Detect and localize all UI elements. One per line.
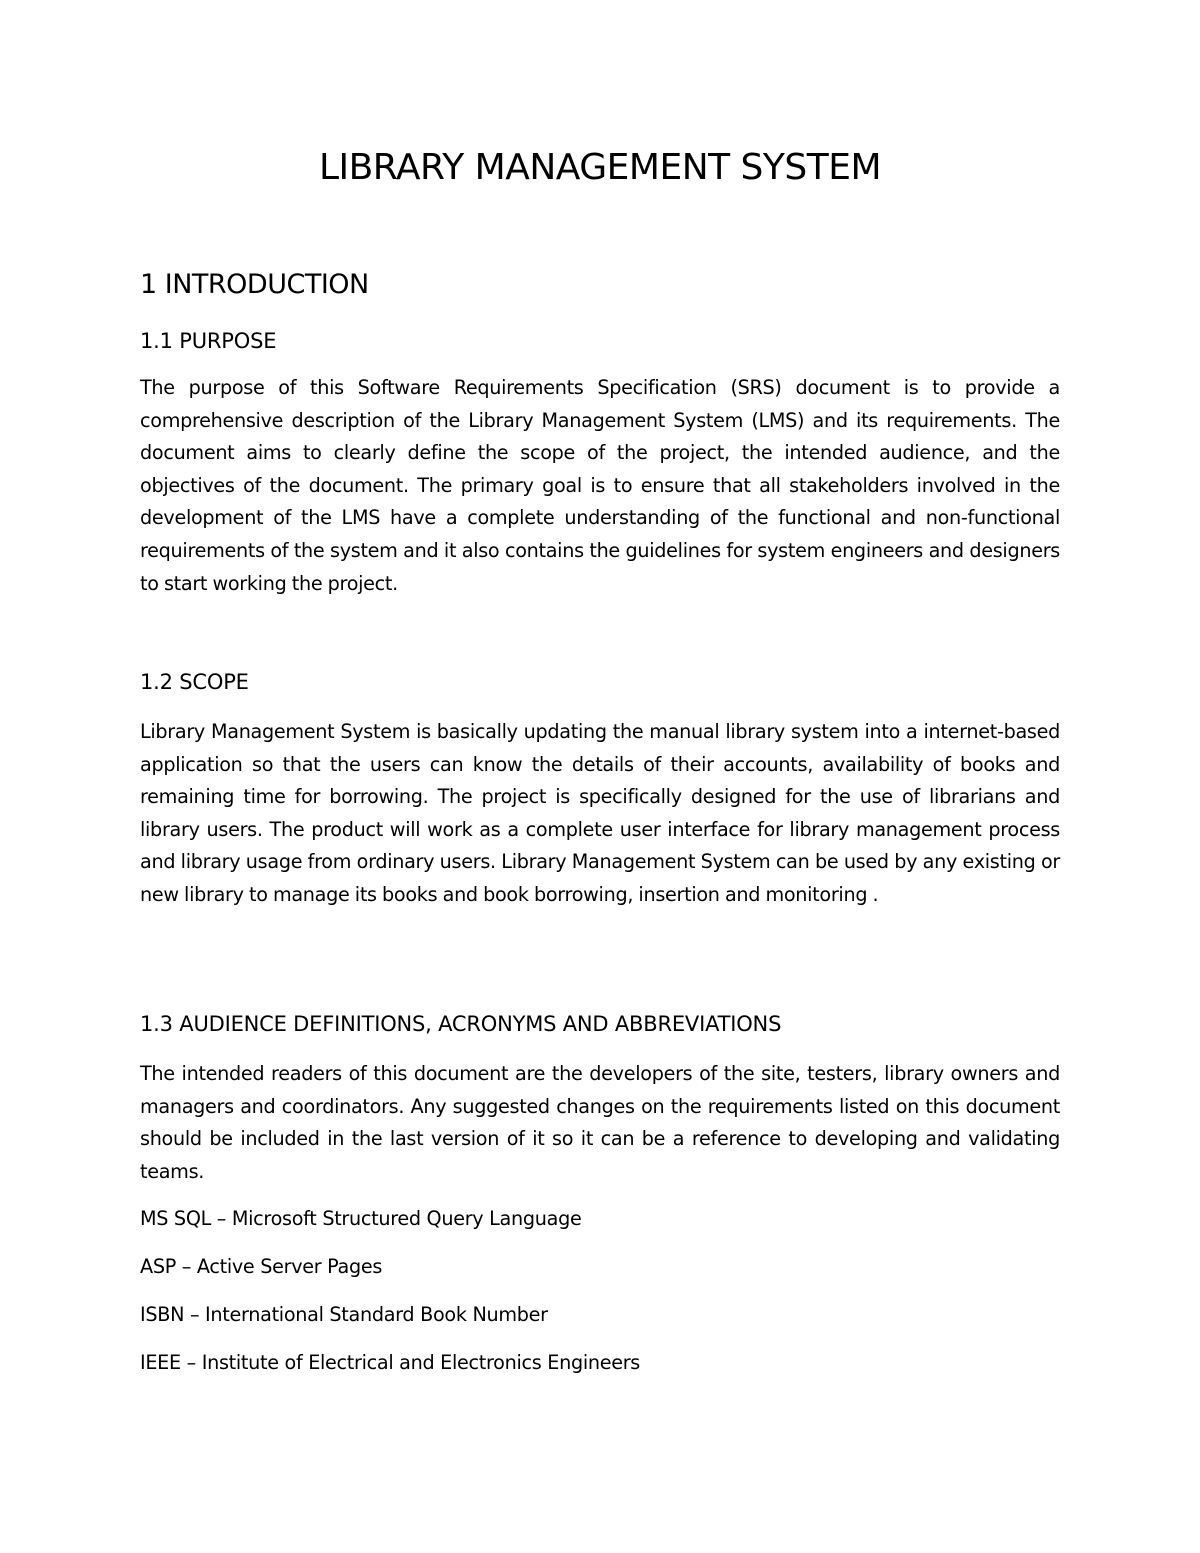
subsection-heading-purpose: 1.1 PURPOSE bbox=[140, 329, 277, 353]
audience-paragraph: The intended readers of this document are the developers of the site, testers, library owners and managers and coordinators. Any suggested changes on the requirements listed on this document should be included in the last version of it so it can be a reference to developing and validating teams. bbox=[140, 1062, 1060, 1183]
purpose-paragraph: The purpose of this Software Requirements Specification (SRS) document is to provide a comprehensive description of the Library Management System (LMS) and its requirements. The document aims to clearly define the scope of the project, the intended audience, and the objectives of the document. The primary goal is to ensure that all stakeholders involved in the development of the LMS have a complete understanding of the functional and non-functional requirements of the system and it also contains the guidelines for system engineers and designers to start working the project. bbox=[140, 376, 1060, 595]
scope-paragraph: Library Management System is basically updating the manual library system into a internet-based application so that the users can know the details of their accounts, availability of books and remaining time for borrowing. The project is specifically designed for the use of librarians and library users. The product will work as a complete user interface for library management process and library usage from ordinary users. Library Management System can be used by any existing or new library to manage its books and book borrowing, insertion and monitoring . bbox=[140, 720, 1060, 906]
abbreviation-item: IEEE – Institute of Electrical and Electronics Engineers bbox=[140, 1351, 641, 1374]
abbreviation-item: MS SQL – Microsoft Structured Query Language bbox=[140, 1207, 582, 1230]
subsection-heading-audience: 1.3 AUDIENCE DEFINITIONS, ACRONYMS AND ABBREVIATIONS bbox=[140, 1012, 782, 1036]
abbreviation-item: ASP – Active Server Pages bbox=[140, 1255, 383, 1278]
document-title: LIBRARY MANAGEMENT SYSTEM bbox=[318, 147, 882, 188]
abbreviation-item: ISBN – International Standard Book Number bbox=[140, 1303, 548, 1326]
section-heading-introduction: 1 INTRODUCTION bbox=[140, 269, 369, 300]
subsection-heading-scope: 1.2 SCOPE bbox=[140, 670, 249, 694]
